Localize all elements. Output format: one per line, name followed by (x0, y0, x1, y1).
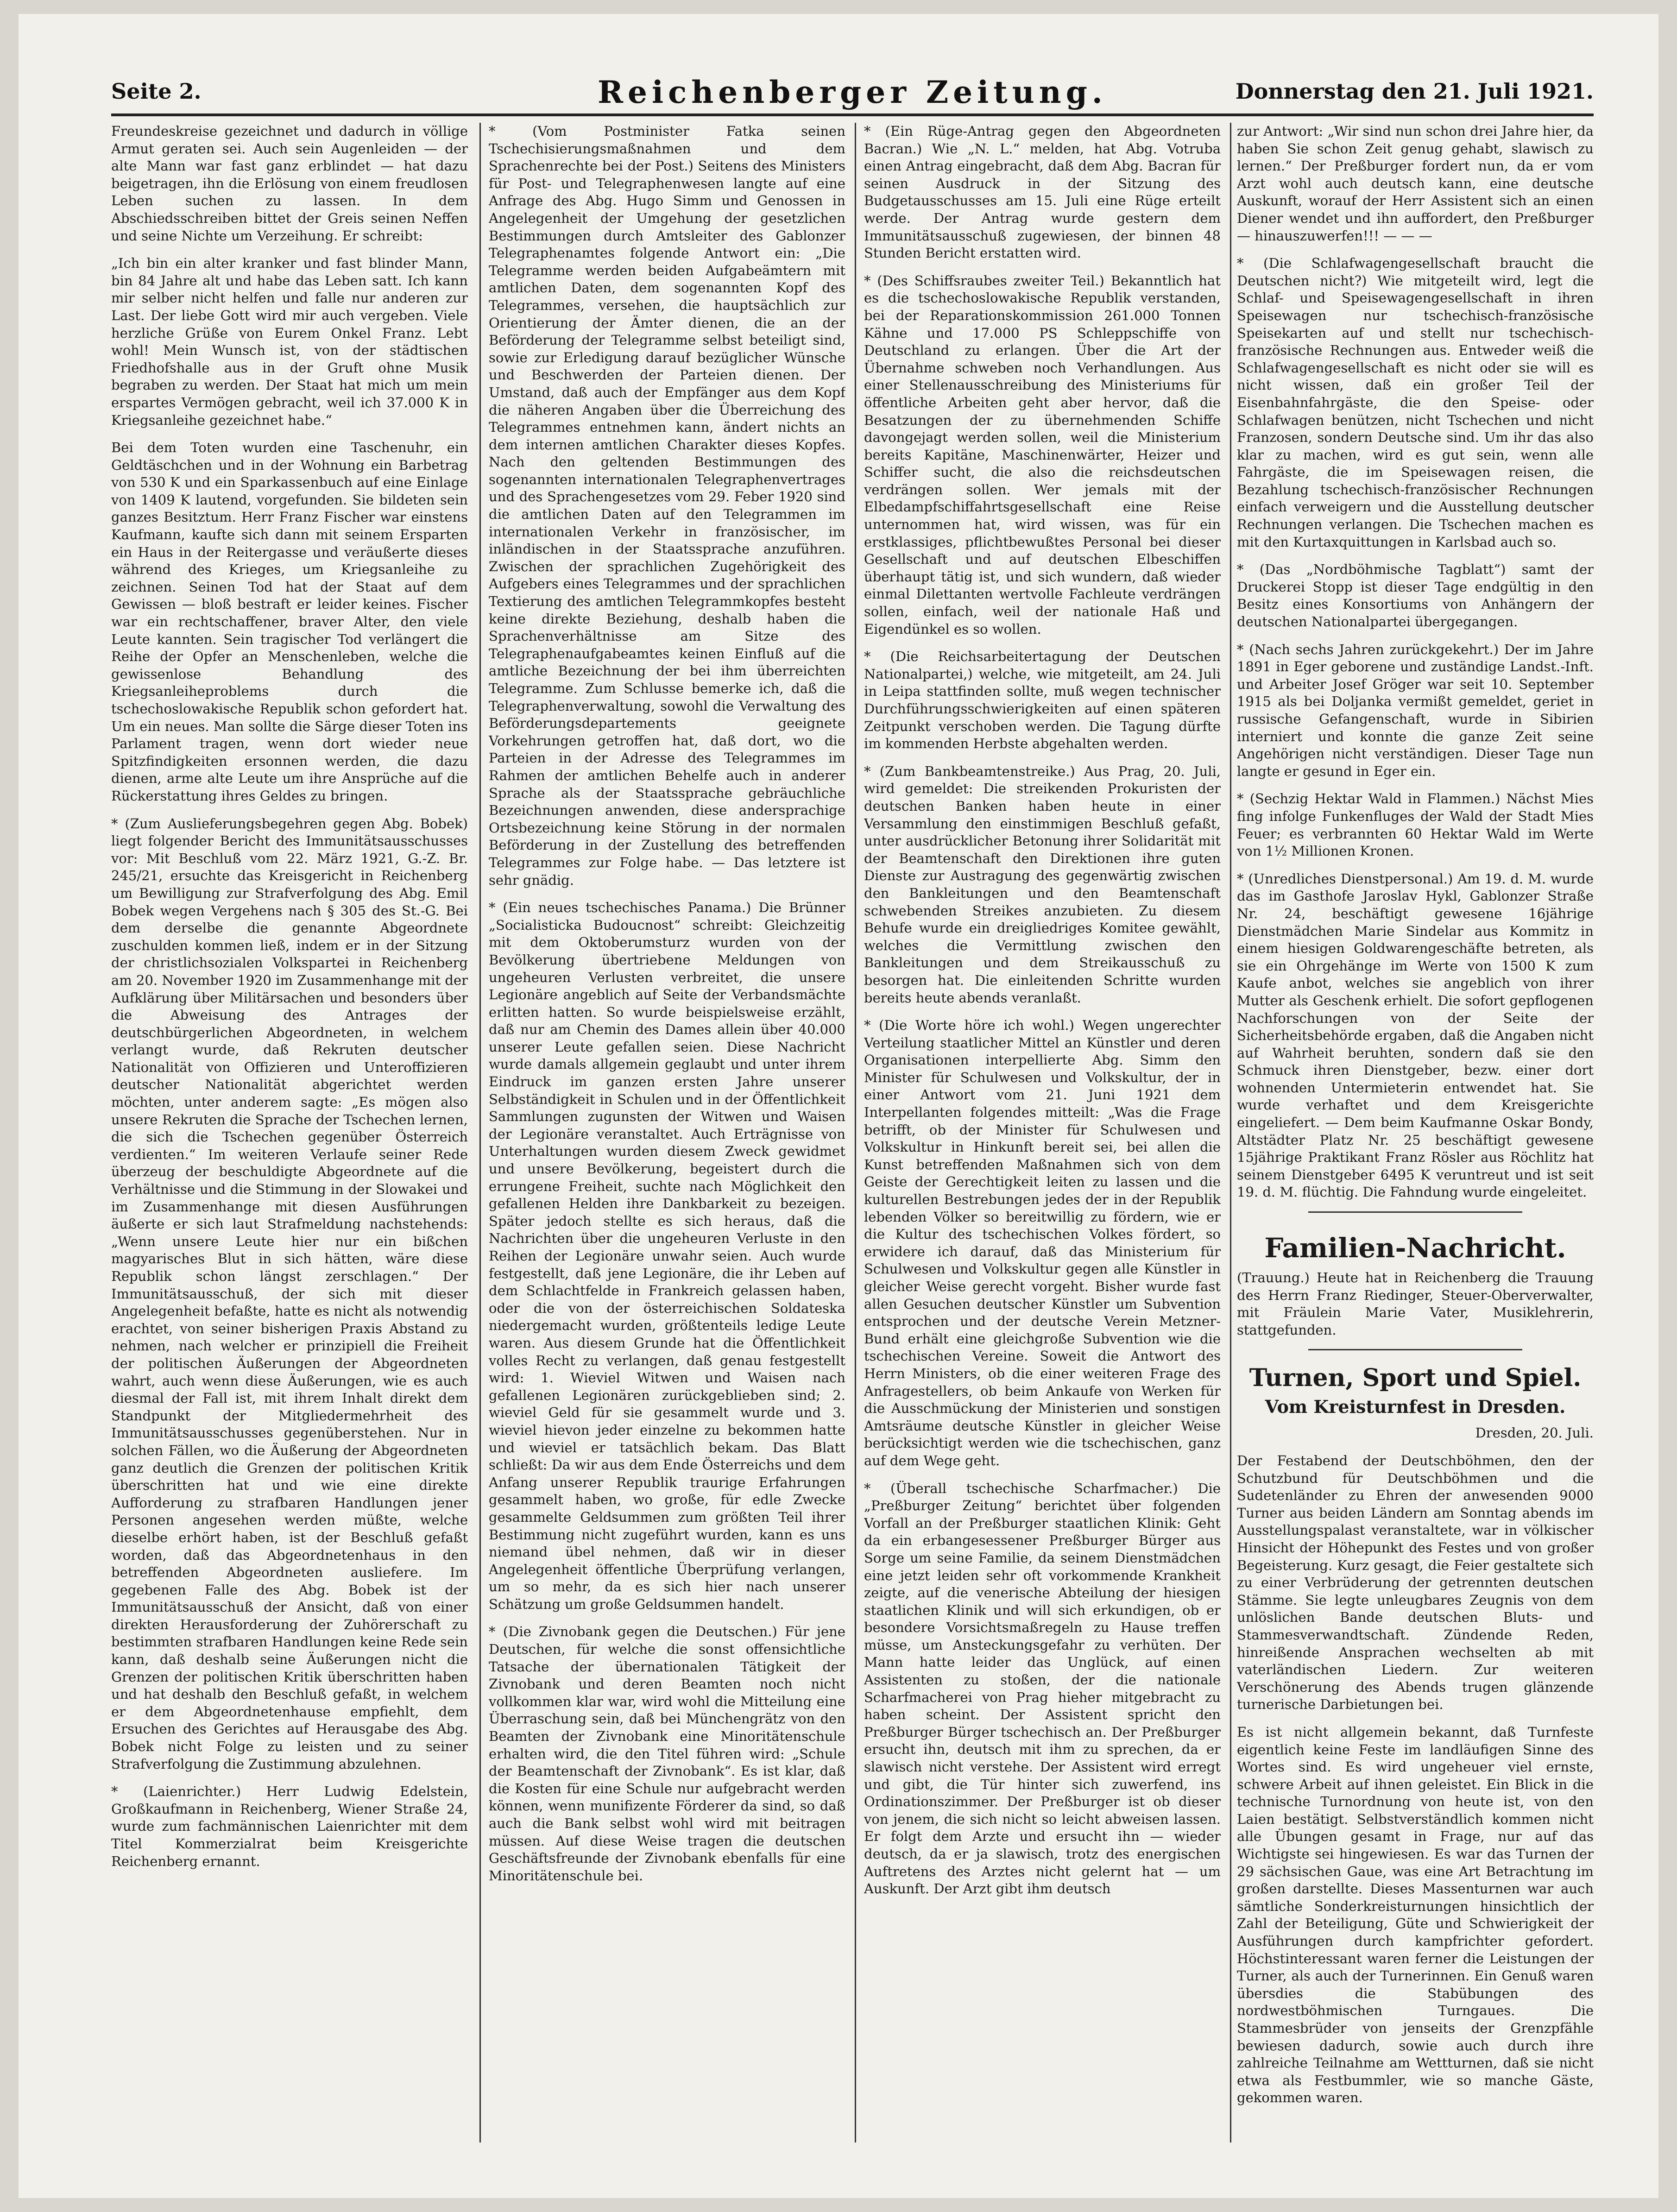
article-paragraph: * (Zum Bankbeamtenstreike.) Aus Prag, 20. Juli, wird gemeldet: Die streikenden Prokuristen der deutschen Banken haben heute in einer Versammlung den einstimmigen Beschluß gefaßt, unter ausdrücklicher Betonung ihrer Solidarität mit der Beamtenschaft den Direktionen ihre guten Dienste zur Austragung des gegenwärtig zwischen den Bankleitungen und den Beamtenschaft schwebenden Streikes anzubieten. Zu diesem Behufe wurde ein dreigliedriges Komitee gewählt, welches die Vermittlung zwischen den Bankleitungen und dem Streikausschuß zu besorgen hat. Die einleitenden Schritte wurden bereits heute abends veranlaßt. (864, 763, 1221, 1006)
column-separator (1230, 123, 1231, 2143)
article-paragraph: * (Zum Auslieferungsbegehren gegen Abg. Bobek) liegt folgender Bericht des Immunitätsausschusses vor: Mit Beschluß vom 22. März 1921, G.-Z. Br. 245/21, ersuchte das Kreisgericht in Reichenberg um Bewilligung zur Strafverfolgung des Abg. Emil Bobek wegen Vergehens nach § 305 des St.-G. Bei dem derselbe die genannte Abgeordnete zuschulden kommen ließ, indem er in der Sitzung der christlichsozialen Volkspartei in Reichenberg am 20. November 1920 im Zusammenhange mit der Aufklärung über Militärsachen und besonders über die Abweisung des Antrages der deutschbürgerlichen Abgeordneten, in welchem verlangt wurde, daß Rekruten deutscher Nationalität von Offizieren und Unteroffizieren deutscher Nationalität abgerichtet werden möchten, unter anderem sagte: „Es mögen also unsere Rekruten die Sprache der Tschechen lernen, die sich die Tschechen gegenüber Österreich verdienten.“ Im weiteren Verlaufe seiner Rede überzeug der beschuldigte Abgeordnete auf die Verhältnisse und die Stimmung in der Slowakei und im Zusammenhange mit diesen Ausführungen äußerte er sich laut Strafmeldung nachstehends: „Wenn unsere Leute hier nur ein bißchen magyarisches Blut in sich hätten, wäre diese Republik schon längst zerschlagen.“ Der Immunitätsausschuß, der sich mit dieser Angelegenheit befaßte, hatte es nicht als notwendig erachtet, von seiner bisherigen Praxis Abstand zu nehmen, nach welcher er prinzipiell die Freiheit der politischen Äußerungen der Abgeordneten wahrt, auch wenn diese Äußerungen, wie es auch diesmal der Fall ist, mit ihrem Inhalt direkt dem Standpunkt der Mitgliedermehrheit des Immunitätsausschusses gegenüberstehen. Nur in solchen Fällen, wo die Äußerung der Abgeordneten ganz deutlich die Grenzen der politischen Kritik überschritten hat und wie eine direkte Aufforderung zu strafbaren Handlungen jener Personen angesehen werden müßte, welche dieselbe erhört haben, ist der Beschluß gefaßt worden, daß das Abgeordnetenhaus in den betreffenden Abgeordneten ausliefere. Im gegebenen Falle des Abg. Bobek ist der Immunitätsausschuß der Ansicht, daß von einer direkten Herausforderung der Zuhörerschaft zu bestimmten strafbaren Handlungen keine Rede sein kann, daß deshalb seine Äußerungen nicht die Grenzen der politischen Kritik überschritten haben und hat deshalb den Beschluß gefaßt, in welchem er dem Abgeordnetenhause empfiehlt, dem Ersuchen des Gerichtes auf Herausgabe des Abg. Bobek nicht Folge zu leisten und zu seiner Strafverfolgung die Zustimmung abzulehnen. (111, 815, 468, 1772)
article-columns (111, 123, 1594, 2143)
article-paragraph: * (Überall tschechische Scharfmacher.) Die „Preßburger Zeitung“ berichtet über folgenden Vorfall an der Preßburger staatlichen Klinik: Geht da ein erbangesessener Preßburger Bürger aus Sorge um seine Familie, da seinem Dienstmädchen eine jetzt leiden sehr oft vorkommende Krankheit zeigte, auf die venerische Abteilung der hiesigen staatlichen Klinik und will sich erkundigen, ob er besondere Vorsichtsmaßregeln zu Hause treffen müsse, um Ansteckungsgefahr zu verhüten. Der Mann hatte leider das Unglück, auf einen Assistenten zu stoßen, der die nationale Scharfmacherei von Prag hieher mitgebracht zu haben scheint. Der Assistent spricht den Preßburger Bürger tschechisch an. Der Preßburger ersucht ihn, deutsch mit ihm zu sprechen, da er slawisch nicht verstehe. Der Assistent wird erregt und gibt, die Tür hinter sich zuwerfend, ins Ordinationszimmer. Der Preßburger ist ob dieser von jenem, die sich nicht so leicht abweisen lassen. Er folgt dem Arzte und ersucht ihn — wieder deutsch, da er ja slawisch, trotz des energischen Auftretens des Arztes nicht gelernt hat — um Auskunft. Der Arzt gibt ihm deutsch (864, 1480, 1221, 1897)
masthead-rule (111, 113, 1594, 116)
section-title-familien: Familien-Nachricht. (1264, 1232, 1566, 1264)
article-paragraph: * (Unredliches Dienstpersonal.) Am 19. d. M. wurde das im Gasthofe Jaroslav Hykl, Gablonzer Straße Nr. 24, beschäftigt gewesene 16jährige Dienstmädchen Marie Sindelar aus Kommitz in einem hiesigen Goldwarengeschäfte betreten, als sie ein Ohrgehänge im Werte von 1500 K zum Kaufe anbot, welches sie angeblich von ihrer Mutter als Geschenk erhielt. Die sofort gepflogenen Nachforschungen von der Seite der Sicherheitsbehörde ergaben, daß die Angaben nicht auf Wahrheit beruhten, sondern daß sie den Schmuck ihren Dienstgeber, bezw. einer dort wohnenden Untermieterin entwendet hat. Sie wurde verhaftet und dem Kreisgerichte eingeliefert. — Dem beim Kaufmanne Oskar Bondy, Altstädter Platz Nr. 25 beschäftigt gewesene 15jährige Praktikant Franz Rösler aus Röchlitz hat seinem Dienstgeber 6495 K veruntreut und ist seit 19. d. M. flüchtig. Die Fahndung wurde eingeleitet. (1237, 870, 1594, 1200)
article-paragraph: zur Antwort: „Wir sind nun schon drei Jahre hier, da haben Sie schon Zeit genug gehabt, slawisch zu lernen.“ Der Preßburger fordert nun, da er vom Arzt wohl auch deutsch kann, eine deutsche Auskunft, worauf der Herr Assistent sich an einen Diener wendet und ihn auffordert, den Preßburger — hinauszuwerfen!!! — — — (1237, 123, 1594, 244)
page-number: Seite 2. (111, 79, 202, 104)
article-paragraph: * (Laienrichter.) Herr Ludwig Edelstein, Großkaufmann in Reichenberg, Wiener Straße 24, wurde zum fachmännischen Laienrichter mit dem Titel Kommerzialrat beim Kreisgerichte Reichenberg ernannt. (111, 1783, 468, 1869)
article-paragraph: * (Vom Postminister Fatka seinen Tschechisierungsmaßnahmen und dem Sprachenrechte bei der Post.) Seitens des Ministers für Post- und Telegraphenwesen langte auf eine Anfrage des Abg. Hugo Simm und Genossen in Angelegenheit der Umgehung der gesetzlichen Bestimmungen durch Amtsleiter des Gablonzer Telegraphenamtes folgende Antwort ein: „Die Telegramme werden beiden Aufgabeämtern mit amtlichen Daten, dem sogenannten Kopf des Telegrammes, versehen, die hauptsächlich zur Orientierung der Ämter dienen, die an der Beförderung der Telegramme selbst beteiligt sind, sowie zur Erledigung darauf bezüglicher Wünsche und Beschwerden der Parteien dienen. Der Umstand, daß auch der Empfänger aus dem Kopf die näheren Angaben über die Überreichung des Telegrammes entnehmen kann, ändert nichts an dem internen amtlichen Charakter dieses Kopfes. Nach den geltenden Bestimmungen des sogenannten internationalen Telegraphenvertrages und des Sprachengesetzes vom 29. Feber 1920 sind die amtlichen Daten auf den Telegrammen im internationalen Verkehr in französischer, im inländischen in der Staatssprache anzuführen. Zwischen der sprachlichen Zugehörigkeit des Aufgebers eines Telegrammes und der sprachlichen Textierung des amtlichen Telegrammkopfes besteht keine direkte Beziehung, deshalb haben die Sprachenverhältnisse am Sitze des Telegraphenaufgabeamtes keinen Einfluß auf die amtliche Bezeichnung der bei ihm überreichten Telegramme. Zum Schlusse bemerke ich, daß die Telegraphenverwaltung, sowohl die Verwaltung des Beförderungsdepartements geeignete Vorkehrungen getroffen hat, daß dort, wo die Parteien in der Adresse des Telegrammes im Rahmen der amtlichen Behelfe auch in anderer Sprache als der Staatssprache gebräuchliche Bezeichnungen anwenden, diese andersprachige Ortsbezeichnung keine Störung in der normalen Beförderung in der Zustellung des betreffenden Telegrammes zur Folge habe. — Das letztere ist sehr gnädig. (489, 123, 845, 888)
column-2 (489, 123, 845, 2143)
article-paragraph: * (Ein Rüge-Antrag gegen den Abgeordneten Bacran.) Wie „N. L.“ melden, hat Abg. Votruba einen Antrag eingebracht, daß dem Abg. Bacran für seinen Ausdruck in der Sitzung des Budgetausschusses am 15. Juli eine Rüge erteilt werde. Der Antrag wurde gestern dem Immunitätsausschuß zugewiesen, der binnen 48 Stunden Bericht erstatten wird. (864, 123, 1221, 261)
newspaper-title: Reichenberger Zeitung. (598, 74, 1107, 110)
article-paragraph: * (Die Schlafwagengesellschaft braucht die Deutschen nicht?) Wie mitgeteilt wird, legt die Schlaf- und Speisewagengesellschaft in ihren Speisewagen nur tschechisch-französische Speisekarten auf und stellt nur tschechisch-französische Rechnungen aus. Entweder weiß die Schlafwagengesellschaft es nicht oder sie will es nicht wissen, daß ein großer Teil der Eisenbahnfahrgäste, die den Speise- oder Schlafwagen benützen, nicht Tschechen und nicht Franzosen, sondern Deutsche sind. Um ihr das also klar zu machen, wird es gut sein, wenn alle Fahrgäste, die im Speisewagen reisen, die Bezahlung tschechisch-französischer Rechnungen einfach verweigern und die Ausstellung deutscher Rechnungen verlangen. Die Tschechen machen es mit den Kurtaxquittungen in Karlsbad auch so. (1237, 255, 1594, 550)
article-paragraph: Bei dem Toten wurden eine Taschenuhr, ein Geldtäschchen und in der Wohnung ein Barbetrag von 530 K und ein Sparkassenbuch auf eine Einlage von 1409 K lautend, vorgefunden. Sie bildeten sein ganzes Besitztum. Herr Franz Fischer war einstens Kaufmann, kaufte sich dann mit seinem Ersparten ein Haus in der Reitergasse und veräußerte dieses während des Krieges, um Kriegsanleihe zu zeichnen. Seinen Tod hat der Staat auf dem Gewissen — bloß bestraft er leider keines. Fischer war ein rechtschaffener, braver Alter, den viele Leute kannten. Sein tragischer Tod verlängert die Reihe der Opfer an Menschenleben, welche die gewissenlose Behandlung des Kriegsanleiheproblems durch die tschechoslowakische Republik schon gefordert hat. Um ein neues. Man sollte die Särge dieser Toten ins Parlament tragen, wenn dort wieder neue Spitzfindigkeiten ersonnen werden, die dazu dienen, arme alte Leute um ihre Ansprüche auf die Rückerstattung ihres Geldes zu bringen. (111, 440, 468, 804)
article-paragraph: Freundeskreise gezeichnet und dadurch in völlige Armut geraten sei. Auch sein Augenleiden — der alte Mann war fast ganz erblindet — hat dazu beigetragen, ihn die Erlösung von einem freudlosen Leben suchen zu lassen. In dem Abschiedsschreiben bittet der Greis seinen Neffen und seine Nichte um Verzeihung. Er schreibt: (111, 123, 468, 244)
article-paragraph: (Trauung.) Heute hat in Reichenberg die Trauung des Herrn Franz Riedinger, Steuer-Oberverwalter, mit Fräulein Marie Vater, Musiklehrerin, stattgefunden. (1237, 1270, 1594, 1338)
article-paragraph: „Ich bin ein alter kranker und fast blinder Mann, bin 84 Jahre alt und habe das Leben satt. Ich kann mir selber nicht helfen und falle nur anderen zur Last. Der liebe Gott wird mir auch vergeben. Viele herzliche Grüße von Eurem Onkel Franz. Lebt wohl! Mein Wunsch ist, von der städtischen Friedhofshalle aus in der Gruft ohne Musik begraben zu werden. Der Staat hat mich um mein erspartes Vermögen gebracht, weil ich 37.000 K in Kriegsanleihe gezeichnet habe.“ (111, 255, 468, 428)
masthead (111, 74, 1594, 111)
article-paragraph: * (Die Worte höre ich wohl.) Wegen ungerechter Verteilung staatlicher Mittel an Künstler und deren Organisationen interpellierte Abg. Simm den Minister für Schulwesen und Volkskultur, der in einer Antwort vom 21. Juni 1921 dem Interpellanten folgendes mitteilt: „Was die Frage betrifft, ob der Minister für Schulwesen und Volkskultur in Hinkunft bereit sei, bei allen die Kunst betreffenden Maßnahmen sich von dem Geiste der Gerechtigkeit leiten zu lassen und die kulturellen Bestrebungen jedes der in der Republik lebenden Völker so bereitwillig zu fördern, wie er die Kultur des tschechischen Volkes fördert, so erwidere ich darauf, daß das Ministerium für Schulwesen und Volkskultur gegen alle Künstler in gleicher Weise gerecht vorgeht. Bisher wurde fast allen Gesuchen deutscher Künstler um Subvention entsprochen und der deutsche Verein Metzner-Bund erhält eine gleichgroße Subvention wie die tschechischen Vereine. Soweit die Antwort des Herrn Ministers, ob die einer weiteren Frage des Anfragestellers, ob beim Ankaufe von Werken für die Ausschmückung der Ministerien und sonstigen Amtsräume deutsche Künstler in gleicher Weise berücksichtigt werden wie die tschechischen, ganz auf dem Wege geht. (864, 1017, 1221, 1468)
column-1 (111, 123, 468, 2143)
column-4 (1237, 123, 1594, 2143)
article-paragraph: * (Sechzig Hektar Wald in Flammen.) Nächst Mies fing infolge Funkenfluges der Wald der Stadt Mies Feuer; es verbrannten 60 Hektar Wald im Werte von 1½ Millionen Kronen. (1237, 791, 1594, 859)
newspaper-page (19, 14, 1658, 2198)
article-paragraph: Es ist nicht allgemein bekannt, daß Turnfeste eigentlich keine Feste im landläufigen Sinne des Wortes sind. Es wird ungeheuer viel ernste, schwere Arbeit auf ihnen geleistet. Ein Blick in die technische Turnordnung von heute ist, von den Laien bestätigt. Selbstverständlich kommen nicht alle Übungen gesamt in Frage, nur auf das Wichtigste sei hingewiesen. Es war das Turnen der 29 sächsischen Gaue, was eine Art Betrachtung im großen darstellte. Dieses Massenturnen war auch sämtliche Sonderkreisturnungen hinsichtlich der Zahl der Beteiligung, Güte und Schwierigkeit der Ausführungen durch kampfrichter gefordert. Höchstinteressant waren ferner die Leistungen der Turner, als auch der Turnerinnen. Ein Genuß waren übersdies die Stabübungen des nordwestböhmischen Turngaues. Die Stammesbrüder von jenseits der Grenzpfähle bewiesen dadurch, sowie auch durch ihre zahlreiche Teilnahme am Wettturnen, daß sie nicht etwa als Festbummler, wie so manche Gäste, gekommen waren. (1237, 1724, 1594, 2106)
article-paragraph: * (Des Schiffsraubes zweiter Teil.) Bekanntlich hat es die tschechoslowakische Republik verstanden, bei der Reparationskommission 261.000 Tonnen Kähne und 17.000 PS Schleppschiffe von Deutschland zu erlangen. Über die Art der Übernahme schweben noch Verhandlungen. Aus einer Stellenausschreibung des Ministeriums für öffentliche Arbeiten geht aber hervor, daß die Besatzungen der zu übernehmenden Schiffe davongejagt werden sollen, weil die Ministerium bereits Kapitäne, Maschinenwärter, Heizer und Schiffer sucht, die also die reichsdeutschen verdrängen sollen. Wer jemals mit der Elbedampfschiffahrtsgesellschaft eine Reise unternommen hat, wird wissen, was für ein erstklassiges, pflichtbewußtes Personal bei dieser Gesellschaft und auf deutschen Elbeschiffen überhaupt tätig ist, und sich wundern, daß wieder einmal Dilettanten wertvolle Fachleute verdrängen sollen, einfach, weil der nationale Haß und Eigendünkel es so wollen. (864, 272, 1221, 637)
article-paragraph: * (Ein neues tschechisches Panama.) Die Brünner „Socialisticka Budoucnost“ schreibt: Gleichzeitig mit dem Oktoberumsturz wurden von der Bevölkerung übertriebene Meldungen von ungeheuren Verlusten verbreitet, die unsere Legionäre angeblich auf Seite der Verbandsmächte erlitten hatten. So wurde beispielsweise erzählt, daß nur am Chemin des Dames allein über 40.000 unserer Leute gefallen seien. Diese Nachricht wurde damals allgemein geglaubt und unter ihrem Eindruck im ganzen ersten Jahre unserer Selbständigkeit in Schulen und in der Öffentlichkeit Sammlungen zugunsten der Witwen und Waisen der Legionäre veranstaltet. Auch Erträgnisse von Unterhaltungen wurden diesem Zweck gewidmet und unsere Bevölkerung, begeistert durch die errungene Freiheit, suchte nach Möglichkeit den gefallenen Helden ihre Dankbarkeit zu bezeigen. Später jedoch stellte es sich heraus, daß die Nachrichten über die ungeheuren Verluste in den Reihen der Legionäre unwahr seien. Auch wurde festgestellt, daß jene Legionäre, die ihr Leben auf dem Schlachtfelde in Frankreich gelassen haben, oder die von der österreichischen Soldateska niedergemacht wurden, größtenteils ledige Leute waren. Aus diesem Grunde hat die Öffentlichkeit volles Recht zu verlangen, daß genau festgestellt wird: 1. Wieviel Witwen und Waisen nach gefallenen Legionären zurückgeblieben sind; 2. wieviel Geld für sie gesammelt wurde und 3. wieviel hievon jeder einzelne zu bekommen hatte und wieviel er tatsächlich bekam. Das Blatt schließt: Da wir aus dem Ende Österreichs und dem Anfang unserer Republik traurige Erfahrungen gesammelt haben, wo große, für edle Zwecke gesammelte Geldsummen zum größten Teil ihrer Bestimmung nicht zugeführt wurden, kann es uns niemand übel nehmen, daß wir in dieser Angelegenheit öffentliche Überprüfung verlangen, um so mehr, da es sich hier nach unserer Schätzung um große Geldsummen handelt. (489, 900, 845, 1612)
column-3 (864, 123, 1221, 2143)
article-paragraph: * (Die Zivnobank gegen die Deutschen.) Für jene Deutschen, für welche die sonst offensichtliche Tatsache der übernationalen Tätigkeit der Zivnobank und deren Beamten noch nicht vollkommen klar war, wird wohl die Mitteilung eine Überraschung sein, daß bei Münchengrätz von den Beamten der Zivnobank eine Minoritätenschule erhalten wird, die den Titel führen wird: „Schule der Beamtenschaft der Zivnobank“. Es ist klar, daß die Kosten für eine Schule nur aufgebracht werden können, wenn munifizente Förderer da sind, so daß auch die Bank selbst wohl wird mit beitragen müssen. Auf diese Weise tragen die deutschen Geschäftsfreunde der Zivnobank ebenfalls für eine Minoritätenschule bei. (489, 1624, 845, 1884)
section-subtitle-turnfest: Vom Kreisturnfest in Dresden. (1265, 1396, 1566, 1418)
column-separator (479, 123, 481, 2143)
column-separator (855, 123, 856, 2143)
section-title-turnen: Turnen, Sport und Spiel. (1249, 1364, 1582, 1393)
section-divider (1308, 1349, 1522, 1350)
section-divider (1308, 1211, 1522, 1213)
issue-date: Donnerstag den 21. Juli 1921. (1235, 79, 1594, 104)
article-paragraph: * (Die Reichsarbeitertagung der Deutschen Nationalpartei,) welche, wie mitgeteilt, am 24. Juli in Leipa stattfinden sollte, muß wegen technischer Durchführungsschwierigkeiten auf einen späteren Zeitpunkt verschoben werden. Die Tagung dürfte im kommenden Herbste abgehalten werden. (864, 649, 1221, 752)
dateline: Dresden, 20. Juli. (1475, 1425, 1594, 1441)
article-paragraph: * (Nach sechs Jahren zurückgekehrt.) Der im Jahre 1891 in Eger geborene und zuständige Landst.-Inft. und Arbeiter Josef Gröger war seit 10. September 1915 als bei Doljanka vermißt gemeldet, geriet in russische Gefangenschaft, wurde in Sibirien interniert und konnte die ganze Zeit seine Angehörigen nicht verständigen. Dieser Tage nun langte er gesund in Eger ein. (1237, 641, 1594, 779)
article-paragraph: Der Festabend der Deutschböhmen, den der Schutzbund für Deutschböhmen und die Sudetenländer zu Ehren der anwesenden 9000 Turner aus beiden Ländern am Sonntag abends im Ausstellungspalast veranstaltete, war in völkischer Hinsicht der Höhepunkt des Festes und von großer Begeisterung. Kurz gesagt, die Feier gestaltete sich zu einer Verbrüderung der getrennten deutschen Stämme. Sie legte unleugbares Zeugnis von dem unlöslichen Bande deutschen Bluts- und Stammesverwandtschaft. Zündende Reden, hinreißende Ansprachen wechselten ab mit vaterländischen Liedern. Zur weiteren Verschönerung des Abends trugen glänzende turnerische Darbietungen bei. (1237, 1453, 1594, 1713)
article-paragraph: * (Das „Nordböhmische Tagblatt“) samt der Druckerei Stopp ist dieser Tage endgültig in den Besitz eines Konsortiums von Anhängern der deutschen Nationalpartei übergegangen. (1237, 561, 1594, 630)
